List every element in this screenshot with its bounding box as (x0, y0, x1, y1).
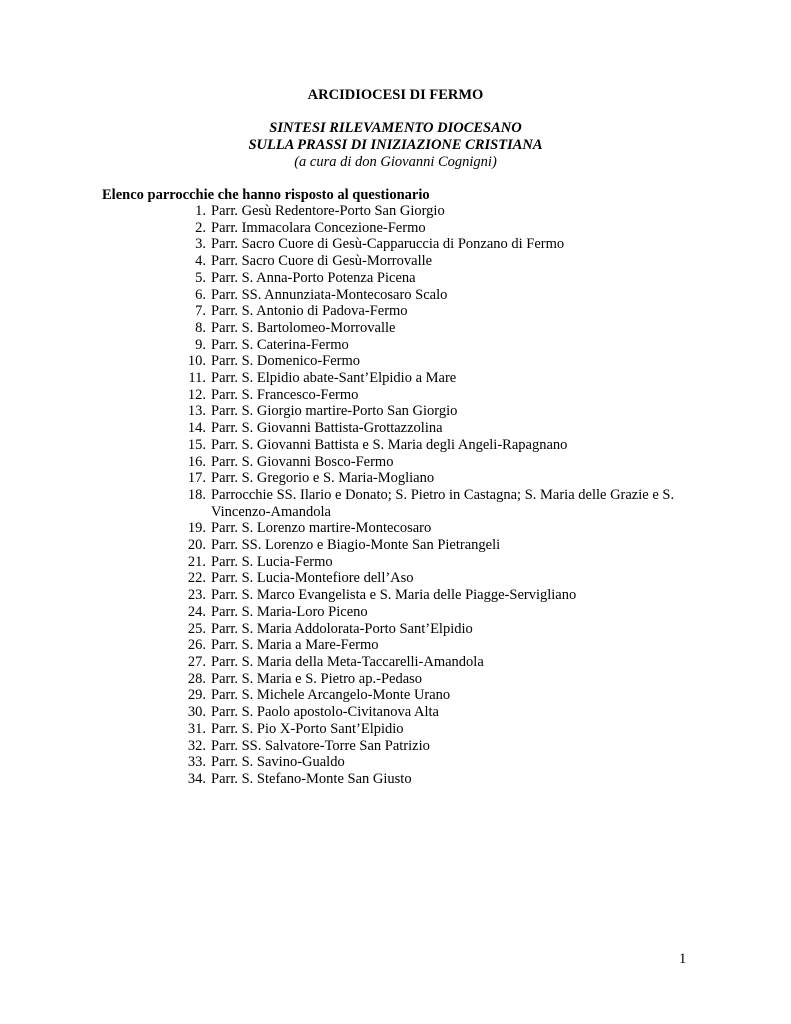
list-item-text: Parr. S. Francesco-Fermo (211, 386, 359, 403)
list-item (0, 370, 691, 387)
list-item-text: Parr. S. Lucia-Fermo (211, 553, 333, 570)
list-item-text: Parr. Immacolara Concezione-Fermo (211, 219, 426, 236)
list-item-text: Parr. S. Savino-Gualdo (211, 754, 345, 771)
list-item-number: 29. (187, 687, 206, 704)
list-item (0, 470, 691, 487)
list-item (0, 554, 691, 571)
list-item (0, 520, 691, 537)
list-item-number: 28. (187, 670, 206, 687)
list-item-text: Parr. S. Maria e S. Pietro ap.-Pedaso (211, 670, 423, 687)
list-item-number: 26. (187, 637, 206, 654)
list-item (0, 253, 691, 270)
list-item-number: 8. (195, 319, 206, 336)
parish-list (0, 203, 791, 788)
list-item (0, 570, 691, 587)
list-item (0, 287, 691, 304)
list-item-number: 31. (187, 720, 206, 737)
list-item-number: 9. (195, 336, 206, 353)
list-item-number: 6. (195, 286, 206, 303)
list-item-number: 5. (195, 269, 206, 286)
list-item-number: 3. (195, 236, 206, 253)
list-item-text: Parr. S. Caterina-Fermo (211, 336, 349, 353)
list-item-number: 15. (187, 436, 206, 453)
list-item (0, 220, 691, 237)
list-item-number: 4. (195, 253, 206, 270)
list-item-text: Parr. SS. Salvatore-Torre San Patrizio (211, 737, 430, 754)
list-item (0, 303, 691, 320)
list-item-text: Parr. S. Pio X-Porto Sant’Elpidio (211, 720, 404, 737)
list-item-text: Parr. S. Antonio di Padova-Fermo (211, 303, 408, 320)
list-item (0, 738, 691, 755)
list-item-text: Parr. S. Gregorio e S. Maria-Mogliano (211, 470, 435, 487)
list-item-text: Parr. S. Marco Evangelista e S. Maria delle Piagge-Servigliano (211, 587, 577, 604)
document-subtitle-line1: SINTESI RILEVAMENTO DIOCESANO (269, 120, 522, 136)
list-item-text: Parr. S. Domenico-Fermo (211, 353, 361, 370)
list-item (0, 203, 691, 220)
document-title: ARCIDIOCESI DI FERMO (307, 87, 484, 103)
list-item-text: Parr. S. Giovanni Battista e S. Maria degli Angeli-Rapagnano (211, 436, 568, 453)
list-item-number: 12. (187, 386, 206, 403)
list-item (0, 704, 691, 721)
list-item-number: 19. (187, 520, 206, 537)
list-item-text: Parr. S. Lucia-Montefiore dell’Aso (211, 570, 414, 587)
list-item-number: 13. (187, 403, 206, 420)
list-item (0, 454, 691, 471)
list-item-text: Parr. S. Maria-Loro Piceno (211, 603, 368, 620)
list-item (0, 270, 691, 287)
list-item-number: 33. (187, 754, 206, 771)
list-item (0, 587, 691, 604)
list-item-text: Parr. S. Elpidio abate-Sant’Elpidio a Mare (211, 370, 457, 387)
list-item-number: 21. (187, 553, 206, 570)
list-item (0, 721, 691, 738)
list-item (0, 687, 691, 704)
list-item-text: Parr. S. Stefano-Monte San Giusto (211, 770, 412, 787)
list-item-number: 34. (187, 770, 206, 787)
list-item (0, 487, 691, 520)
list-item (0, 420, 691, 437)
list-item-text: Parr. S. Giovanni Bosco-Fermo (211, 453, 394, 470)
list-item-number: 22. (187, 570, 206, 587)
list-item-text: Parr. Gesù Redentore-Porto San Giorgio (211, 203, 445, 219)
list-item-number: 16. (187, 453, 206, 470)
list-item (0, 320, 691, 337)
list-item-text: Parr. S. Bartolomeo-Morrovalle (211, 319, 396, 336)
list-item-text: Parr. SS. Lorenzo e Biagio-Monte San Pietrangeli (211, 537, 501, 554)
list-item-text: Parr. S. Michele Arcangelo-Monte Urano (211, 687, 451, 704)
list-item-number: 2. (195, 219, 206, 236)
list-item-text: Parrocchie SS. Ilario e Donato; S. Pietro in Castagna; S. Maria delle Grazie e S. Vincenzo-Amandola (211, 486, 675, 520)
list-item-number: 30. (187, 704, 206, 721)
list-item (0, 637, 691, 654)
list-item-number: 18. (187, 486, 206, 503)
list-item (0, 604, 691, 621)
list-item-text: Parr. S. Maria a Mare-Fermo (211, 637, 379, 654)
list-item-number: 7. (195, 303, 206, 320)
list-item (0, 437, 691, 454)
list-item (0, 236, 691, 253)
list-item-number: 25. (187, 620, 206, 637)
list-item-text: Parr. SS. Annunziata-Montecosaro Scalo (211, 286, 448, 303)
list-item-text: Parr. S. Anna-Porto Potenza Picena (211, 269, 416, 286)
list-item (0, 754, 691, 771)
list-item (0, 771, 691, 788)
list-item-number: 20. (187, 537, 206, 554)
list-item-number: 27. (187, 653, 206, 670)
list-item (0, 403, 691, 420)
list-item-number: 14. (187, 420, 206, 437)
list-item-number: 11. (188, 370, 206, 387)
list-item-text: Parr. S. Giorgio martire-Porto San Giorgio (211, 403, 458, 420)
list-item (0, 671, 691, 688)
document-curator: (a cura di don Giovanni Cognigni) (294, 154, 497, 170)
list-item (0, 337, 691, 354)
list-item-text: Parr. Sacro Cuore di Gesù-Capparuccia di Ponzano di Fermo (211, 236, 565, 253)
list-item-text: Parr. S. Maria della Meta-Taccarelli-Amandola (211, 653, 484, 670)
page-number: 1 (679, 951, 687, 967)
list-item-number: 10. (187, 353, 206, 370)
document-subtitle-line2: SULLA PRASSI DI INIZIAZIONE CRISTIANA (248, 137, 543, 153)
parish-list-heading: Elenco parrocchie che hanno risposto al questionario (102, 187, 430, 203)
list-item-text: Parr. S. Maria Addolorata-Porto Sant’Elpidio (211, 620, 473, 637)
list-item-number: 24. (187, 603, 206, 620)
list-item-text: Parr. Sacro Cuore di Gesù-Morrovalle (211, 253, 433, 270)
list-item-text: Parr. S. Paolo apostolo-Civitanova Alta (211, 704, 439, 721)
list-item-number: 32. (187, 737, 206, 754)
list-item (0, 353, 691, 370)
list-item-text: Parr. S. Giovanni Battista-Grottazzolina (211, 420, 443, 437)
list-item (0, 537, 691, 554)
list-item-number: 1. (195, 203, 206, 219)
list-item (0, 621, 691, 638)
list-item (0, 654, 691, 671)
list-item-text: Parr. S. Lorenzo martire-Montecosaro (211, 520, 432, 537)
list-item (0, 387, 691, 404)
list-item-number: 17. (187, 470, 206, 487)
list-item-number: 23. (187, 587, 206, 604)
